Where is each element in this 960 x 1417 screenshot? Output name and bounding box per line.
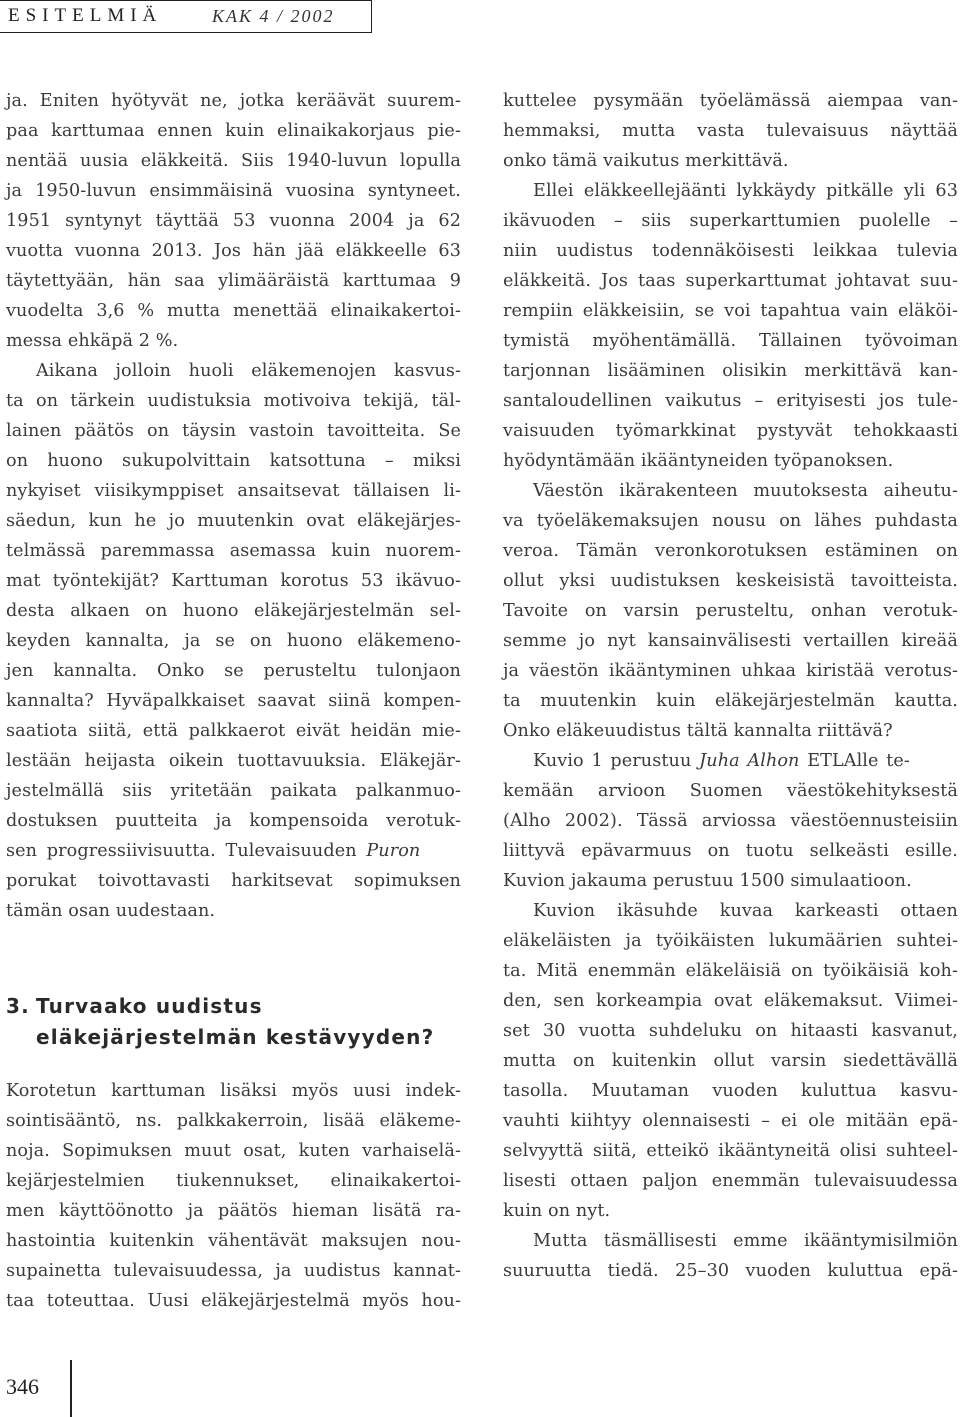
text-span: ETLAlle te- bbox=[807, 751, 910, 771]
text-span: Kuvio 1 perustuu bbox=[533, 751, 692, 771]
text-line: Kuvion ikäsuhde kuvaa karkeasti ottaen bbox=[533, 901, 958, 921]
text-line: kejärjestelmien tiukennukset, elinaikakertoi- bbox=[6, 1171, 461, 1191]
text-line: supainetta tulevaisuudessa, ja uudistus kannat- bbox=[6, 1261, 461, 1281]
text-line: vaisuuden työmarkkinat pystyvät tehokkaasti bbox=[503, 421, 958, 441]
text-line: vuotta vuonna 2013. Jos hän jää eläkkeelle 63 bbox=[6, 241, 461, 261]
page-number: 346 bbox=[6, 1374, 39, 1399]
text-line: lestään heijasta oikein tuottavuuksia. Eläkejär- bbox=[6, 751, 461, 771]
text-line: Ellei eläkkeellejäänti lykkäydy pitkälle yli 63 bbox=[533, 181, 958, 201]
text-line: vuodelta 3,6 % mutta menettää elinaikakertoi- bbox=[6, 301, 461, 321]
text-line: desta alkaen on huono eläkejärjestelmän sel- bbox=[6, 601, 461, 621]
section-heading-continued: eläkejärjestelmän kestävyyden? bbox=[36, 1025, 435, 1049]
text-line: lisesti ottaen paljon enemmän tulevaisuudessa bbox=[503, 1171, 958, 1191]
text-line: kannalta? Hyväpalkkaiset saavat siinä kompen- bbox=[6, 691, 461, 711]
text-line: semme jo nyt kansainvälisesti vertaillen kireää bbox=[503, 631, 958, 651]
text-line: ta on tärkein uudistuksia motivoiva tekijä, täl- bbox=[6, 391, 461, 411]
text-line: santaloudellinen vaikutus – erityisesti jos tule- bbox=[503, 391, 958, 411]
text-line: taa toteuttaa. Uusi eläkejärjestelmä myös hou- bbox=[6, 1291, 461, 1311]
text-line: säedun, kun he jo muutenkin ovat eläkejärjes- bbox=[6, 511, 461, 531]
text-span: sen progressiivisuutta. Tulevaisuuden bbox=[6, 841, 357, 861]
text-line: keyden kannalta, ja se on huono eläkemeno- bbox=[6, 631, 461, 651]
text-line: men käyttöönotto ja päätös hieman lisätä ra- bbox=[6, 1201, 461, 1221]
text-line: jestelmällä siis yritetään paikata palkanmuo- bbox=[6, 781, 461, 801]
text-line: Kuvion jakauma perustuu 1500 simulaatioon. bbox=[503, 871, 912, 891]
text-line: lainen päätös on täysin vastoin tavoitteita. Se bbox=[6, 421, 461, 441]
text-line: Mutta täsmällisesti emme ikääntymisilmiön bbox=[533, 1231, 958, 1251]
text-line: (Alho 2002). Tässä arviossa väestöennusteisiin bbox=[503, 811, 958, 831]
section-heading bbox=[6, 991, 476, 1021]
text-line: onko tämä vaikutus merkittävä. bbox=[503, 151, 789, 171]
text-line: jen kannalta. Onko se perusteltu tulonjaon bbox=[6, 661, 461, 681]
text-line: ja. Eniten hyötyvät ne, jotka keräävät suurem- bbox=[6, 91, 461, 111]
text-line: kuttelee pysymään työelämässä aiempaa van- bbox=[503, 91, 958, 111]
text-line: den, sen korkeampia ovat eläkemaksut. Viimei- bbox=[503, 991, 958, 1011]
header-journal-issue: KAK 4 / 2002 bbox=[212, 6, 335, 26]
text-line: saatiota siitä, että palkkaerot eivät heidän mie- bbox=[6, 721, 461, 741]
text-line: nentää uusia eläkkeitä. Siis 1940-luvun lopulla bbox=[6, 151, 461, 171]
text-line: selvyyttä siitä, etteikö ikääntyneitä olisi suhteel- bbox=[503, 1141, 958, 1161]
text-line: paa karttumaa ennen kuin elinaikakorjaus pie- bbox=[6, 121, 461, 141]
text-line: Tavoite on varsin perusteltu, onhan verotuk- bbox=[503, 601, 958, 621]
text-line: liittyvä epävarmuus on tuotu selkeästi esille. bbox=[503, 841, 958, 861]
text-line: ja 1950-luvun ensimmäisinä vuosina syntyneet. bbox=[6, 181, 461, 201]
section-heading-number: 3. bbox=[6, 994, 30, 1018]
footer-divider bbox=[70, 1360, 72, 1417]
text-line bbox=[503, 746, 958, 776]
text-line: rempiin eläkkeisiin, se voi tapahtua vain eläköi- bbox=[503, 301, 958, 321]
text-line: kuin on nyt. bbox=[503, 1201, 611, 1221]
text-line: telmässä paremmassa asemassa kuin nuorem- bbox=[6, 541, 461, 561]
text-line: suuruutta tiedä. 25–30 vuoden kuluttua epä- bbox=[503, 1261, 958, 1281]
text-line: Onko eläkeuudistus tältä kannalta riittävä? bbox=[503, 721, 893, 741]
text-line: hemmaksi, mutta vasta tulevaisuus näyttää bbox=[503, 121, 958, 141]
text-line: ja väestön ikääntyminen uhkaa kiristää verotus- bbox=[503, 661, 958, 681]
header-section-title: ESITELMIÄ bbox=[8, 5, 163, 26]
text-line: messa ehkäpä 2 %. bbox=[6, 331, 179, 351]
text-line: vauhti kiihtyy olennaisesti – ei ole mitään epä- bbox=[503, 1111, 958, 1131]
text-line: mutta on kuitenkin ollut varsin siedettävällä bbox=[503, 1051, 958, 1071]
text-line: hyödyntämään ikääntyneiden työpanoksen. bbox=[503, 451, 894, 471]
text-line: 1951 syntynyt täyttää 53 vuonna 2004 ja 62 bbox=[6, 211, 461, 231]
text-line: nykyiset viisikymppiset ansaitsevat tällaisen li- bbox=[6, 481, 461, 501]
section-heading-line: Turvaako uudistus bbox=[36, 994, 263, 1018]
text-line: ollut yksi uudistuksen keskeisistä tavoitteista. bbox=[503, 571, 958, 591]
text-line: noja. Sopimuksen muut osat, kuten varhaiselä- bbox=[6, 1141, 461, 1161]
text-line: dostuksen puutteita ja kompensoida verotuk- bbox=[6, 811, 461, 831]
text-line: hastointia kuitenkin vähentävät maksujen nou- bbox=[6, 1231, 461, 1251]
text-line: eläkkeitä. Jos taas superkarttumat johtavat suu- bbox=[503, 271, 958, 291]
text-line: ta. Mitä enemmän eläkeläisiä on työikäisiä koh- bbox=[503, 961, 958, 981]
text-line: Aikana jolloin huoli eläkemenojen kasvus- bbox=[36, 361, 461, 381]
text-line: porukat toivottavasti harkitsevat sopimuksen bbox=[6, 871, 461, 891]
text-line: ikävuoden – siis superkarttumien puolelle – bbox=[503, 211, 958, 231]
italic-name: Puron bbox=[366, 841, 421, 861]
text-line: ta muutenkin kuin eläkejärjestelmän kautta. bbox=[503, 691, 958, 711]
italic-author-name: Juha Alhon bbox=[699, 751, 800, 771]
text-line: mat työntekijät? Karttuman korotus 53 ikävuo- bbox=[6, 571, 461, 591]
text-line: tarjonnan lisääminen olisikin merkittävä kan- bbox=[503, 361, 958, 381]
text-line: kemään arvioon Suomen väestökehityksestä bbox=[503, 781, 958, 801]
text-line: niin uudistus todennäköisesti leikkaa tulevia bbox=[503, 241, 958, 261]
text-line: va työeläkemaksujen nousu on lähes puhdasta bbox=[503, 511, 958, 531]
text-line: veroa. Tämän veronkorotuksen estäminen on bbox=[503, 541, 958, 561]
text-line: tämän osan uudestaan. bbox=[6, 901, 216, 921]
text-line: tasolla. Muutaman vuoden kuluttua kasvu- bbox=[503, 1081, 958, 1101]
text-line: Korotetun karttuman lisäksi myös uusi indek- bbox=[6, 1081, 461, 1101]
text-line: set 30 vuotta suhdeluku on hitaasti kasvanut, bbox=[503, 1021, 958, 1041]
text-line: täytettyään, hän saa ylimääräistä karttumaa 9 bbox=[6, 271, 461, 291]
text-line: sointisääntö, ns. palkkakerroin, lisää eläkeme- bbox=[6, 1111, 461, 1131]
text-line: eläkeläisten ja työikäisten lukumäärien suhtei- bbox=[503, 931, 958, 951]
text-line bbox=[6, 836, 461, 866]
text-line: on huono sukupolvittain katsottuna – miksi bbox=[6, 451, 461, 471]
text-line: Väestön ikärakenteen muutoksesta aiheutu- bbox=[533, 481, 958, 501]
running-header bbox=[0, 0, 372, 33]
text-line: tymistä myöhentämällä. Tällainen työvoiman bbox=[503, 331, 958, 351]
